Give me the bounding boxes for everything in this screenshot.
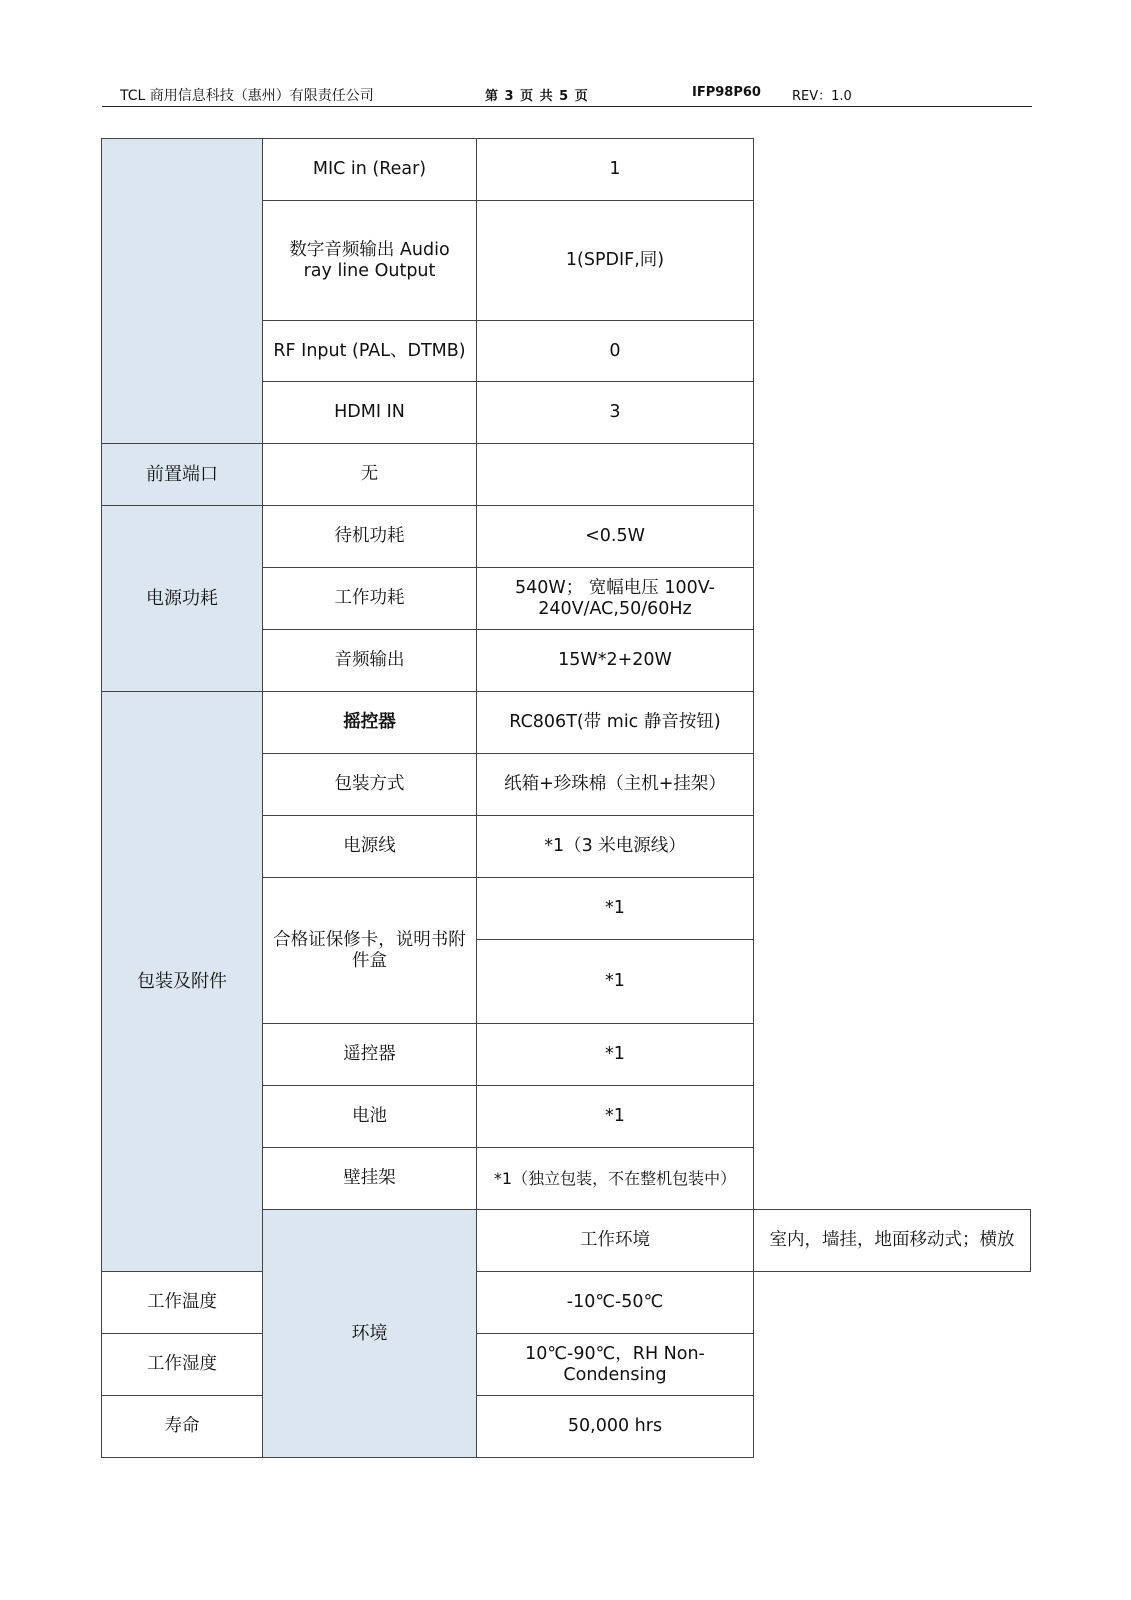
value-wall-mount: *1（独立包装，不在整机包装中） xyxy=(477,1148,754,1210)
item-spdif-line1: 数字音频输出 Audio xyxy=(289,239,450,260)
value-work-temp: -10℃-50℃ xyxy=(477,1272,754,1334)
item-work-env: 工作环境 xyxy=(477,1210,754,1272)
value-front-ports xyxy=(477,444,754,506)
category-cell-continued xyxy=(102,139,263,444)
item-lifetime: 寿命 xyxy=(102,1396,263,1458)
value-battery: *1 xyxy=(477,1086,754,1148)
category-environment: 环境 xyxy=(263,1210,477,1458)
value-work-humidity: 10℃-90℃，RH Non-Condensing xyxy=(477,1334,754,1396)
item-rf-input: RF Input (PAL、DTMB) xyxy=(263,321,477,382)
item-work-temp: 工作温度 xyxy=(102,1272,263,1334)
category-power: 电源功耗 xyxy=(102,506,263,692)
value-working-power: 540W； 宽幅电压 100V-240V/AC,50/60Hz xyxy=(477,568,754,630)
value-lifetime: 50,000 hrs xyxy=(477,1396,754,1458)
item-work-humidity: 工作湿度 xyxy=(102,1334,263,1396)
value-hdmi-in: 3 xyxy=(477,382,754,444)
table-row xyxy=(102,1396,1031,1458)
category-front-ports: 前置端口 xyxy=(102,444,263,506)
item-pack-method: 包装方式 xyxy=(263,754,477,816)
value-power-cord: *1（3 米电源线） xyxy=(477,816,754,878)
revision: REV：1.0 xyxy=(792,89,852,104)
table-row xyxy=(102,139,1031,201)
table-row xyxy=(102,506,1031,568)
item-remote-model: 摇控器 xyxy=(263,692,477,754)
item-battery: 电池 xyxy=(263,1086,477,1148)
item-hdmi-in: HDMI IN xyxy=(263,382,477,444)
item-cert-line2: 件盒 xyxy=(352,950,387,971)
value-mic-in: 1 xyxy=(477,139,754,201)
page-header xyxy=(102,76,1032,107)
item-standby: 待机功耗 xyxy=(263,506,477,568)
value-rf-input: 0 xyxy=(477,321,754,382)
value-spdif: 1(SPDIF,同) xyxy=(477,201,754,321)
value-remote-model: RC806T(带 mic 静音按钮) xyxy=(477,692,754,754)
item-working-power: 工作功耗 xyxy=(263,568,477,630)
value-work-env: 室内，墙挂，地面移动式；横放 xyxy=(754,1210,1031,1272)
value-standby: <0.5W xyxy=(477,506,754,568)
value-remote: *1 xyxy=(477,1024,754,1086)
item-wall-mount: 壁挂架 xyxy=(263,1148,477,1210)
item-cert-card xyxy=(263,878,477,1024)
item-audio-output: 音频输出 xyxy=(263,630,477,692)
value-pack-method: 纸箱+珍珠棉（主机+挂架） xyxy=(477,754,754,816)
item-power-cord: 电源线 xyxy=(263,816,477,878)
value-audio-output: 15W*2+20W xyxy=(477,630,754,692)
table-row xyxy=(102,692,1031,754)
page-number: 第 3 页 共 5 页 xyxy=(485,89,589,104)
item-front-ports: 无 xyxy=(263,444,477,506)
table-row xyxy=(102,1272,1031,1334)
item-remote: 遥控器 xyxy=(263,1024,477,1086)
model-number: IFP98P60 xyxy=(692,85,761,100)
item-mic-in: MIC in (Rear) xyxy=(263,139,477,201)
table-row xyxy=(102,1334,1031,1396)
company-name: TCL 商用信息科技（惠州）有限责任公司 xyxy=(120,88,374,104)
category-packaging: 包装及附件 xyxy=(102,692,263,1272)
spec-table xyxy=(101,138,1031,1458)
value-cert-2: *1 xyxy=(477,940,754,1024)
item-cert-line1: 合格证保修卡，说明书附 xyxy=(273,929,466,950)
table-row xyxy=(102,444,1031,506)
value-cert-1: *1 xyxy=(477,878,754,940)
item-spdif xyxy=(263,201,477,321)
item-spdif-line2: ray line Output xyxy=(303,260,436,281)
